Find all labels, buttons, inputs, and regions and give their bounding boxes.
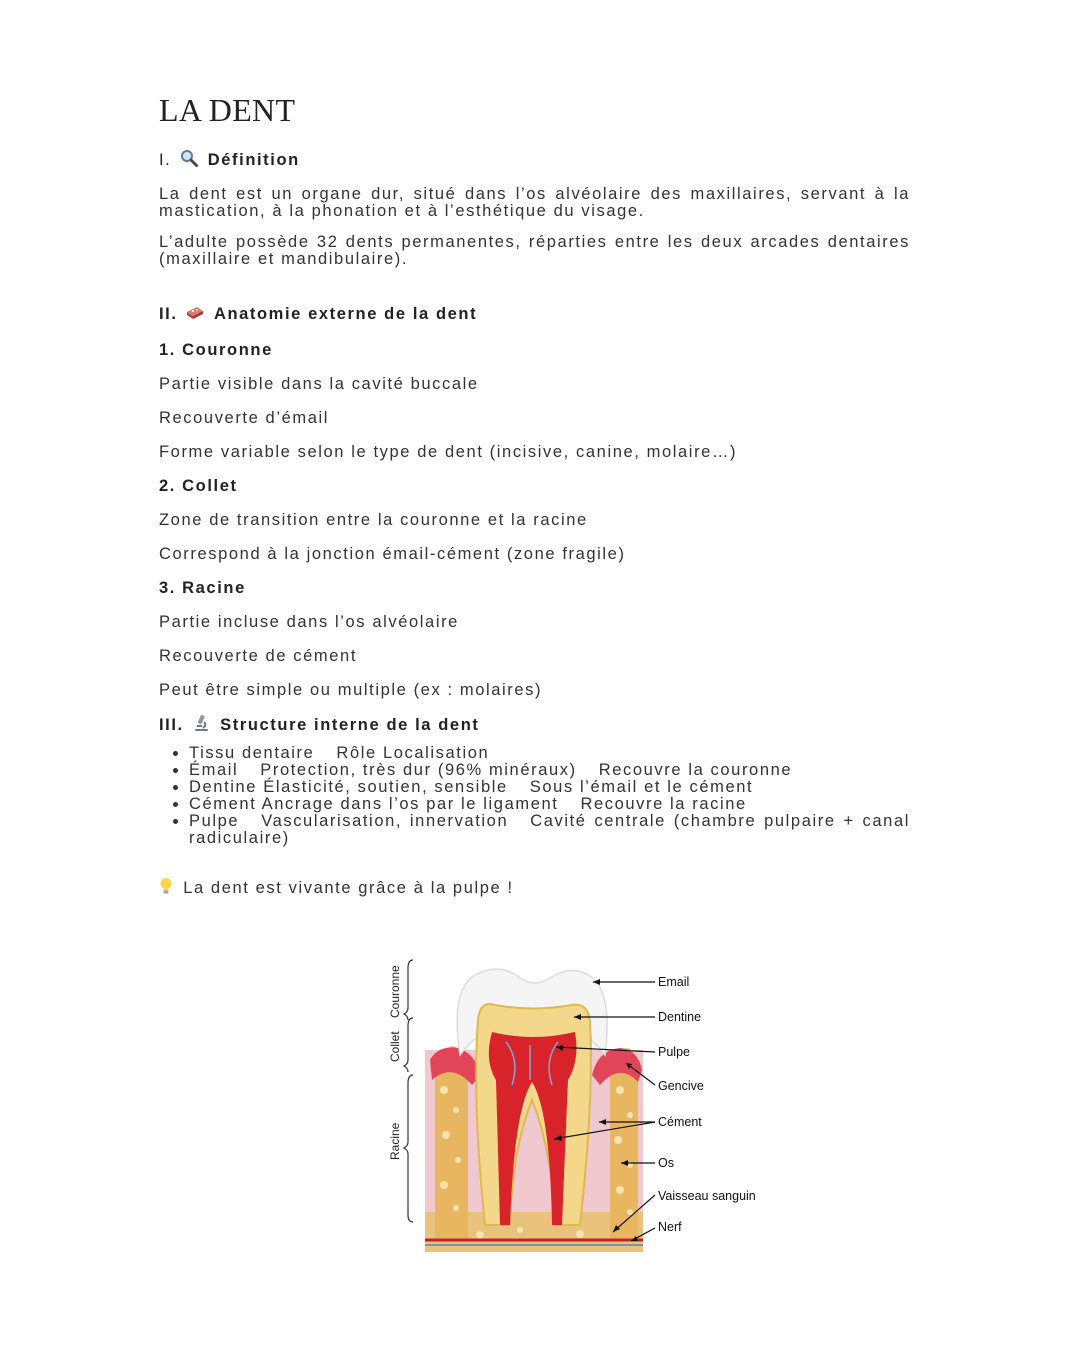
magnifier-icon bbox=[180, 149, 198, 172]
section-title: Structure interne de la dent bbox=[220, 716, 480, 734]
table-cell: Pulpe bbox=[189, 812, 240, 830]
table-cell: Dentine bbox=[189, 778, 258, 796]
label-email: Email bbox=[658, 975, 690, 989]
subheading-racine: 3. Racine bbox=[159, 579, 246, 597]
brick-icon bbox=[186, 305, 204, 326]
label-collet: Collet bbox=[388, 1031, 402, 1062]
section-number: III. bbox=[159, 716, 184, 734]
list-item: Recouverte d’émail bbox=[159, 409, 330, 427]
note-callout bbox=[159, 877, 910, 900]
label-couronne: Couronne bbox=[388, 965, 402, 1018]
table-cell: Localisation bbox=[382, 744, 490, 762]
section-title: Définition bbox=[207, 151, 300, 169]
table-cell: Émail bbox=[189, 761, 239, 779]
section-title: Anatomie externe de la dent bbox=[213, 305, 478, 323]
label-pulpe: Pulpe bbox=[658, 1045, 690, 1059]
tooth-diagram bbox=[380, 950, 780, 1260]
tissue-table-list bbox=[159, 745, 910, 847]
label-vaisseau-sanguin: Vaisseau sanguin bbox=[658, 1189, 756, 1203]
document-body bbox=[159, 92, 910, 900]
list-item: Forme variable selon le type de dent (incisive, canine, molaire…) bbox=[159, 443, 738, 461]
label-cement: Cément bbox=[658, 1115, 702, 1129]
section-heading-structure-interne bbox=[159, 714, 910, 737]
section-number: II. bbox=[159, 305, 178, 323]
table-row bbox=[189, 762, 910, 779]
table-cell: Sous l’émail et le cément bbox=[529, 778, 754, 796]
table-cell: Ancrage dans l’os par le ligament bbox=[261, 795, 559, 813]
subheading-collet: 2. Collet bbox=[159, 477, 238, 495]
table-cell: Protection, très dur (96% minéraux) bbox=[260, 761, 577, 779]
paragraph: La dent est un organe dur, situé dans l’os alvéolaire des maxillaires, servant à la mastication, à la phonation et à l’esthétique du visage. bbox=[159, 185, 910, 220]
table-row bbox=[189, 745, 910, 762]
label-racine: Racine bbox=[388, 1122, 402, 1160]
list-item: Recouverte de cément bbox=[159, 647, 358, 665]
label-os: Os bbox=[658, 1156, 674, 1170]
table-row bbox=[189, 779, 910, 796]
note-text: La dent est vivante grâce à la pulpe ! bbox=[183, 879, 514, 897]
table-cell: Rôle bbox=[336, 744, 377, 762]
list-item: Correspond à la jonction émail-cément (zone fragile) bbox=[159, 545, 626, 563]
section-heading-definition bbox=[159, 149, 910, 172]
table-cell: Cavité centrale (chambre pulpaire + canal radiculaire) bbox=[189, 812, 910, 847]
subheading-couronne: 1. Couronne bbox=[159, 341, 273, 359]
table-row bbox=[189, 796, 910, 813]
label-gencive: Gencive bbox=[658, 1079, 704, 1093]
table-cell: Élasticité, soutien, sensible bbox=[263, 778, 508, 796]
label-nerf: Nerf bbox=[658, 1220, 682, 1234]
paragraph: L’adulte possède 32 dents permanentes, réparties entre les deux arcades dentaires (maxillaire et mandibulaire). bbox=[159, 233, 910, 268]
table-row bbox=[189, 813, 910, 847]
table-cell: Vascularisation, innervation bbox=[261, 812, 509, 830]
list-item: Partie visible dans la cavité buccale bbox=[159, 375, 479, 393]
label-dentine: Dentine bbox=[658, 1010, 702, 1024]
section-heading-anatomie-externe bbox=[159, 304, 910, 326]
microscope-icon bbox=[192, 714, 210, 737]
lightbulb-icon bbox=[159, 877, 173, 900]
page-title: LA DENT bbox=[159, 92, 296, 128]
table-cell: Recouvre la couronne bbox=[598, 761, 793, 779]
list-item: Zone de transition entre la couronne et la racine bbox=[159, 511, 588, 529]
table-cell: Cément bbox=[189, 795, 257, 813]
table-cell: Recouvre la racine bbox=[580, 795, 747, 813]
section-number: I. bbox=[159, 151, 172, 169]
list-item: Partie incluse dans l’os alvéolaire bbox=[159, 613, 459, 631]
list-item: Peut être simple ou multiple (ex : molaires) bbox=[159, 681, 543, 699]
table-cell: Tissu dentaire bbox=[189, 744, 315, 762]
